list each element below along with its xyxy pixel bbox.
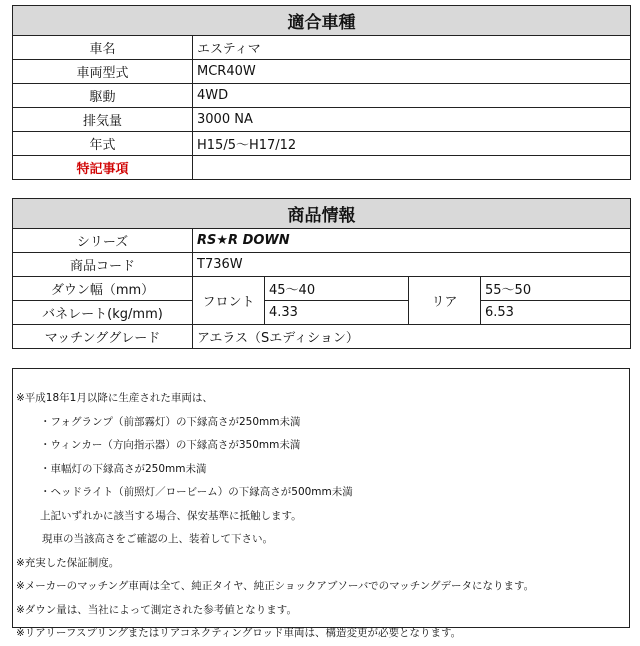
note-line: ※充実した保証制度。 [16,556,120,569]
car-name-value: エスティマ [193,36,631,60]
code-row [13,253,631,277]
rear-rate-value: 6.53 [481,301,631,325]
fitment-row [13,156,631,180]
note-line: ・フォグランプ（前部霧灯）の下縁高さが250mm未満 [40,415,301,428]
note-line: 上記いずれかに該当する場合、保安基準に抵触します。 [40,509,302,522]
product-code-label: 商品コード [13,253,193,277]
year-label: 年式 [13,132,193,156]
note-line: ※ダウン量は、当社によって測定された参考値となります。 [16,603,297,616]
drive-value: 4WD [193,84,631,108]
note-line: ・ウィンカー（方向指示器）の下縁高さが350mm未満 [40,439,301,451]
note-line: ※メーカーのマッチング車両は全て、純正タイヤ、純正ショックアブソーバでのマッチングデータになります。 [16,580,535,592]
fitment-header-row [13,6,631,36]
spring-rate-row [13,301,631,325]
series-value: RS★R DOWN [193,229,631,253]
special-notes-label: 特記事項 [13,156,193,180]
grade-label: マッチンググレード [13,325,193,349]
fitment-row [13,36,631,60]
note-line: ・ヘッドライト（前照灯／ロービーム）の下縁高さが500mm未満 [40,486,353,498]
fitment-row [13,60,631,84]
year-value: H15/5〜H17/12 [193,132,631,156]
product-code-value: T736W [193,253,631,277]
fitment-row [13,108,631,132]
grade-value: アエラス（Sエディション） [193,325,631,349]
note-line: ・車幅灯の下縁高さが250mm未満 [40,462,207,475]
front-down-value: 45〜40 [265,277,409,301]
note-line: ※平成18年1月以降に生産された車両は、 [16,392,213,404]
series-label: シリーズ [13,229,193,253]
down-label: ダウン幅（mm） [13,277,193,301]
drive-label: 駆動 [13,84,193,108]
displacement-value: 3000 NA [193,108,631,132]
notes-box [12,368,630,639]
fitment-row [13,84,631,108]
product-table [12,198,631,349]
fitment-table [12,5,631,180]
rear-label: リア [409,277,481,325]
car-name-label: 車名 [13,36,193,60]
grade-row [13,325,631,349]
product-title: 商品情報 [13,199,631,229]
special-notes-value [193,156,631,180]
front-rate-value: 4.33 [265,301,409,325]
fitment-title: 適合車種 [13,6,631,36]
note-line: ※リアリーフスプリングまたはリアコネクティングロッド車両は、構造変更が必要となります。 [16,627,462,639]
rear-down-value: 55〜50 [481,277,631,301]
product-header-row [13,199,631,229]
displacement-label: 排気量 [13,108,193,132]
note-line: 現車の当該高さをご確認の上、装着して下さい。 [42,533,273,545]
down-row [13,277,631,301]
series-row [13,229,631,253]
model-code-value: MCR40W [193,60,631,84]
front-label: フロント [193,277,265,325]
fitment-row [13,132,631,156]
model-code-label: 車両型式 [13,60,193,84]
spring-rate-label: バネレート(kg/mm) [13,301,193,325]
